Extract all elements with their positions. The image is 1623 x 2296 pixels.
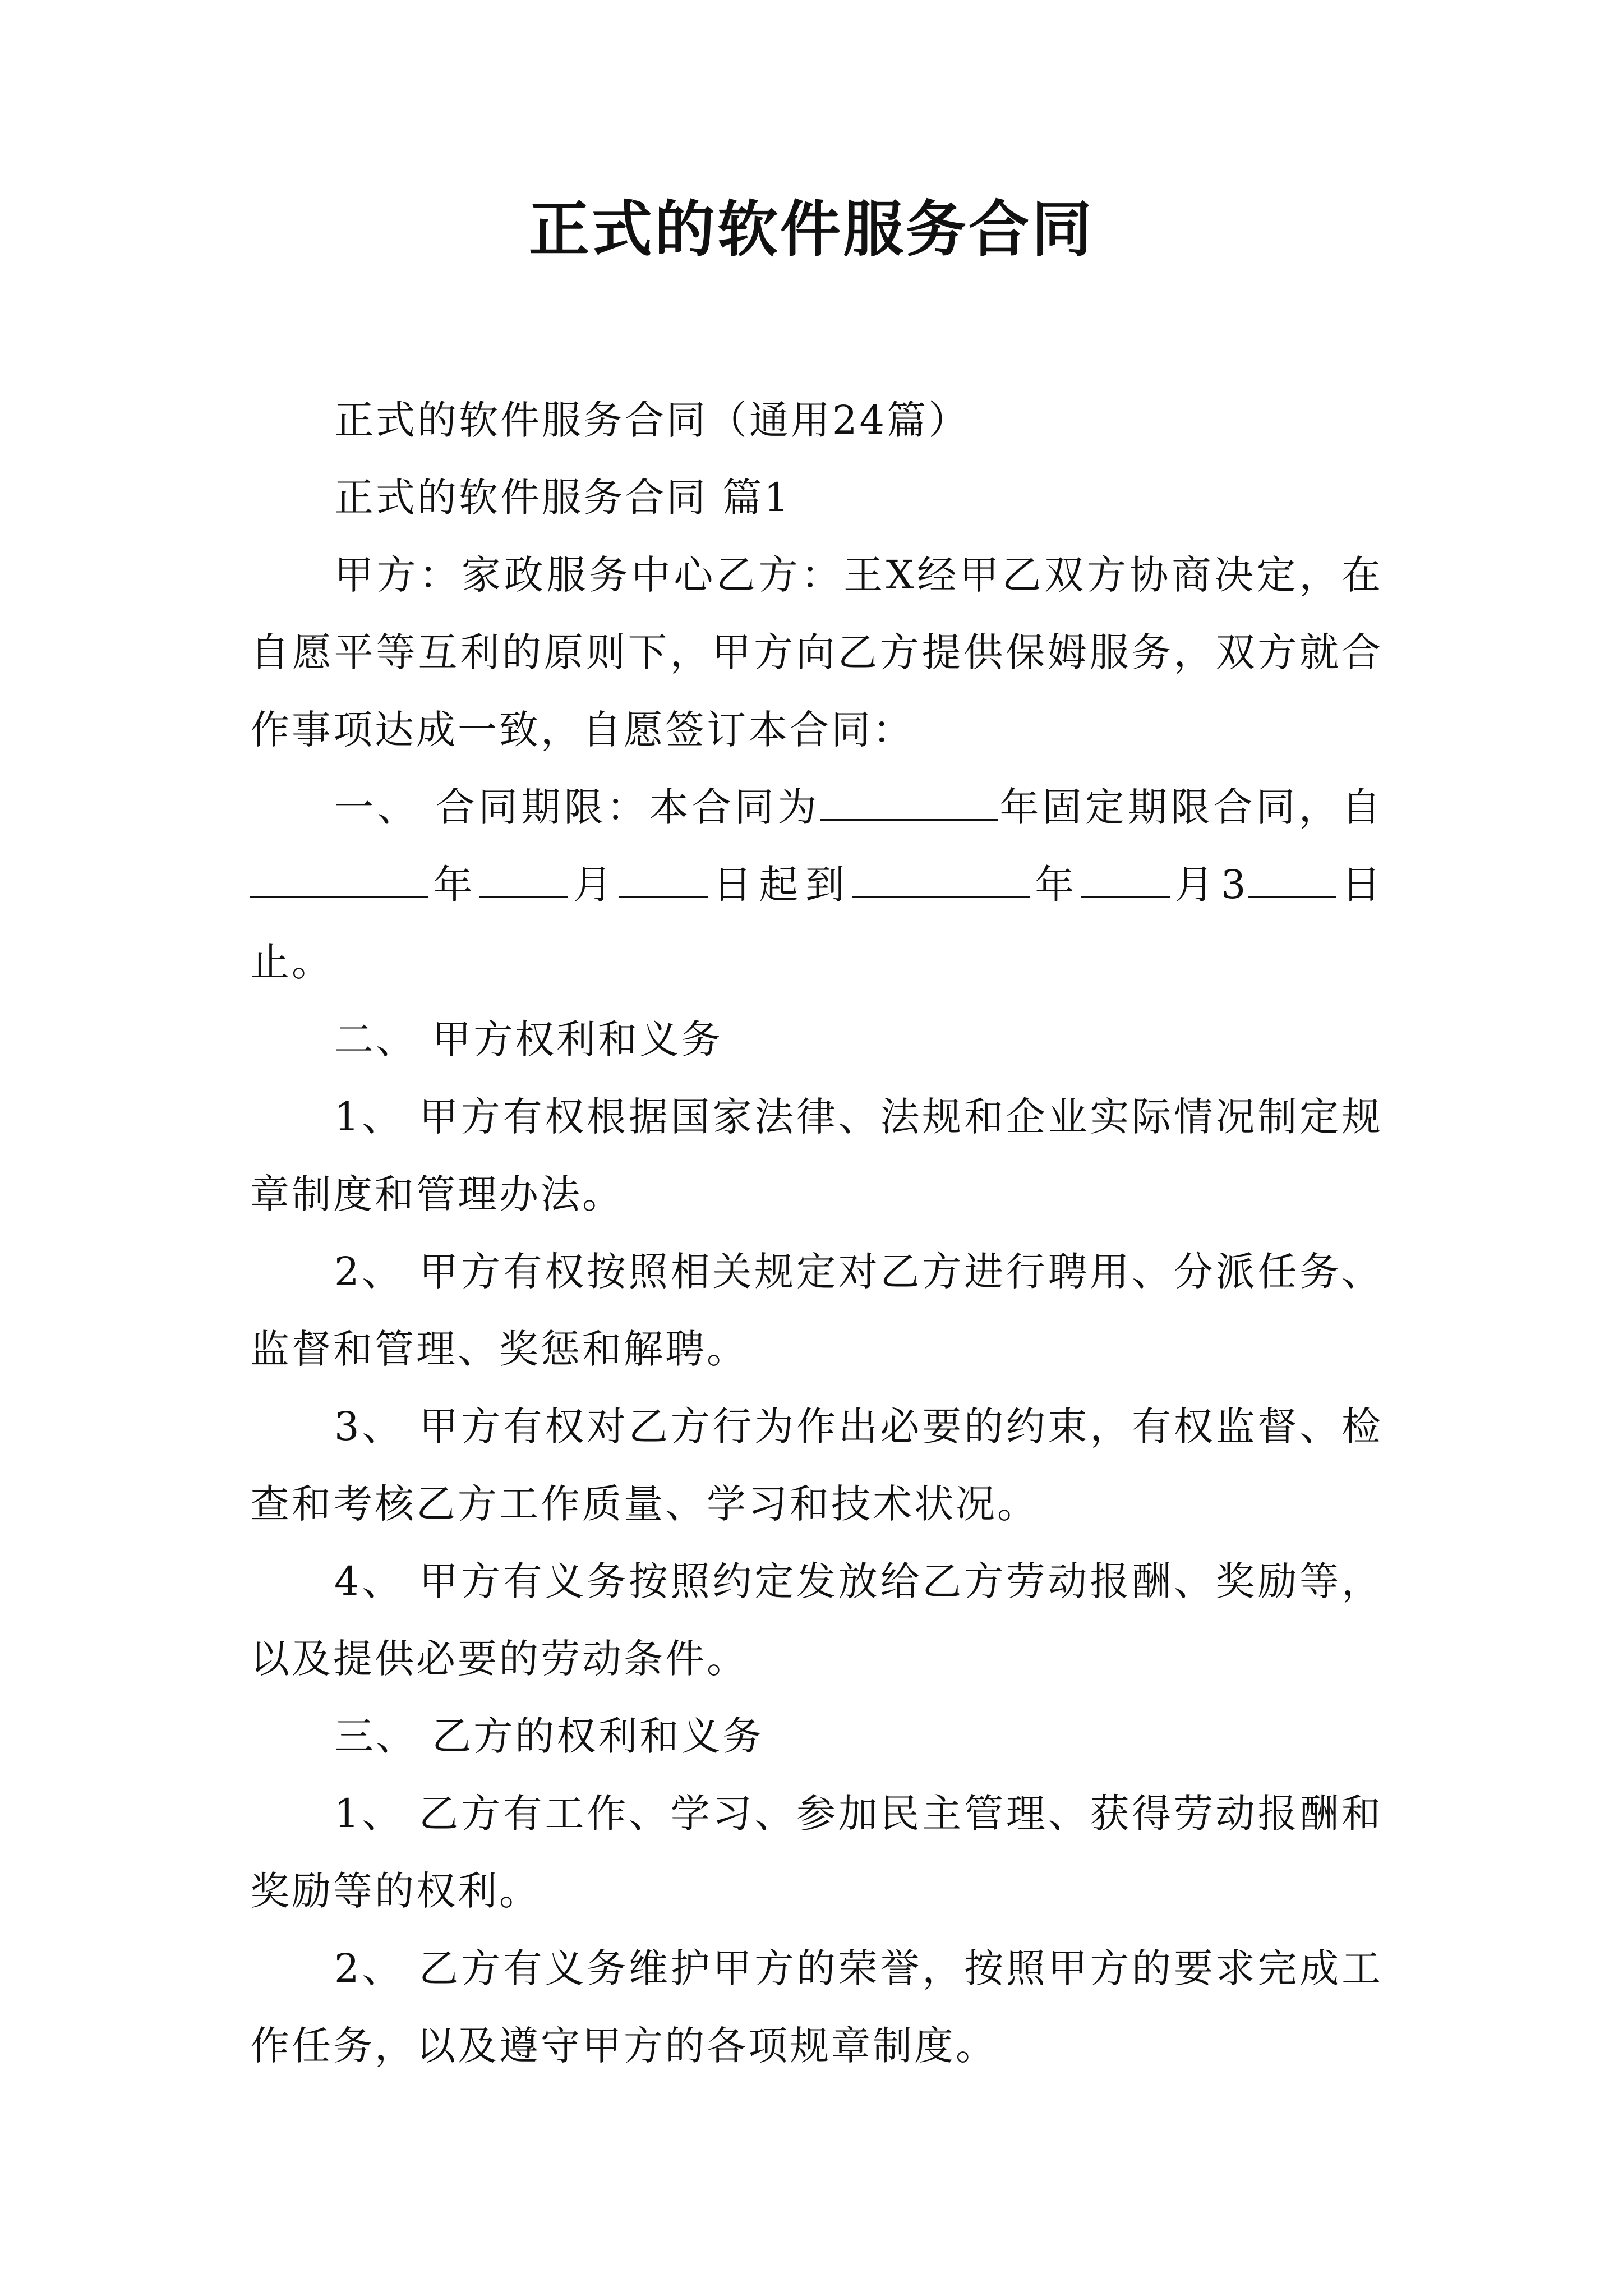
end-year-label: 年 xyxy=(1030,862,1081,908)
start-month-blank xyxy=(479,863,568,898)
start-day-label: 日起到 xyxy=(708,862,852,908)
term-type-text: 年固定期限合同， xyxy=(998,784,1341,830)
party-a-item: 3、 甲方有权对乙方行为作出必要的约束，有权监督、检查和考核乙方工作质量、学习和技术状况。 xyxy=(250,1404,1383,1527)
party-b-heading: 三、 乙方的权利和义务 xyxy=(334,1713,764,1759)
document-title: 正式的软件服务合同 xyxy=(528,195,1094,265)
start-year-label: 年 xyxy=(428,862,480,908)
start-month-label: 月 xyxy=(568,862,620,908)
party-a-item: 1、 甲方有权根据国家法律、法规和企业实际情况制定规章制度和管理办法。 xyxy=(250,1094,1383,1217)
end-month-label: 月3 xyxy=(1169,862,1248,908)
party-b-item: 2、 乙方有义务维护甲方的荣誉，按照甲方的要求完成工作任务，以及遵守甲方的各项规章制度。 xyxy=(250,1945,1383,2069)
start-year-blank xyxy=(250,863,428,898)
end-day-blank xyxy=(1248,863,1336,898)
end-year-blank xyxy=(852,863,1030,898)
contract-term-paragraph xyxy=(250,769,1383,1001)
end-month-blank xyxy=(1081,863,1170,898)
party-a-item: 4、 甲方有义务按照约定发放给乙方劳动报酬、奖励等，以及提供必要的劳动条件。 xyxy=(250,1558,1383,1682)
term-end-text: 止。 xyxy=(250,939,333,985)
intro-paragraph: 甲方：家政服务中心乙方：王X经甲乙双方协商决定，在自愿平等互利的原则下，甲方向乙方提供保姆服务，双方就合作事项达成一致，自愿签订本合同： xyxy=(250,552,1383,753)
term-label: 一、 合同期限：本合同为 xyxy=(334,784,820,830)
document-subtitle: 正式的软件服务合同（通用24篇） xyxy=(334,397,970,443)
party-b-item: 1、 乙方有工作、学习、参加民主管理、获得劳动报酬和奖励等的权利。 xyxy=(250,1791,1383,1914)
end-day-label: 日 xyxy=(1336,862,1384,908)
section-heading: 正式的软件服务合同 篇1 xyxy=(334,475,791,521)
party-a-heading: 二、 甲方权利和义务 xyxy=(334,1016,723,1062)
document-body xyxy=(250,381,1383,2085)
party-a-item: 2、 甲方有权按照相关规定对乙方进行聘用、分派任务、监督和管理、奖惩和解聘。 xyxy=(250,1249,1383,1372)
term-years-blank xyxy=(820,785,998,821)
term-from-text: 自 xyxy=(1341,784,1383,830)
start-day-blank xyxy=(619,863,708,898)
